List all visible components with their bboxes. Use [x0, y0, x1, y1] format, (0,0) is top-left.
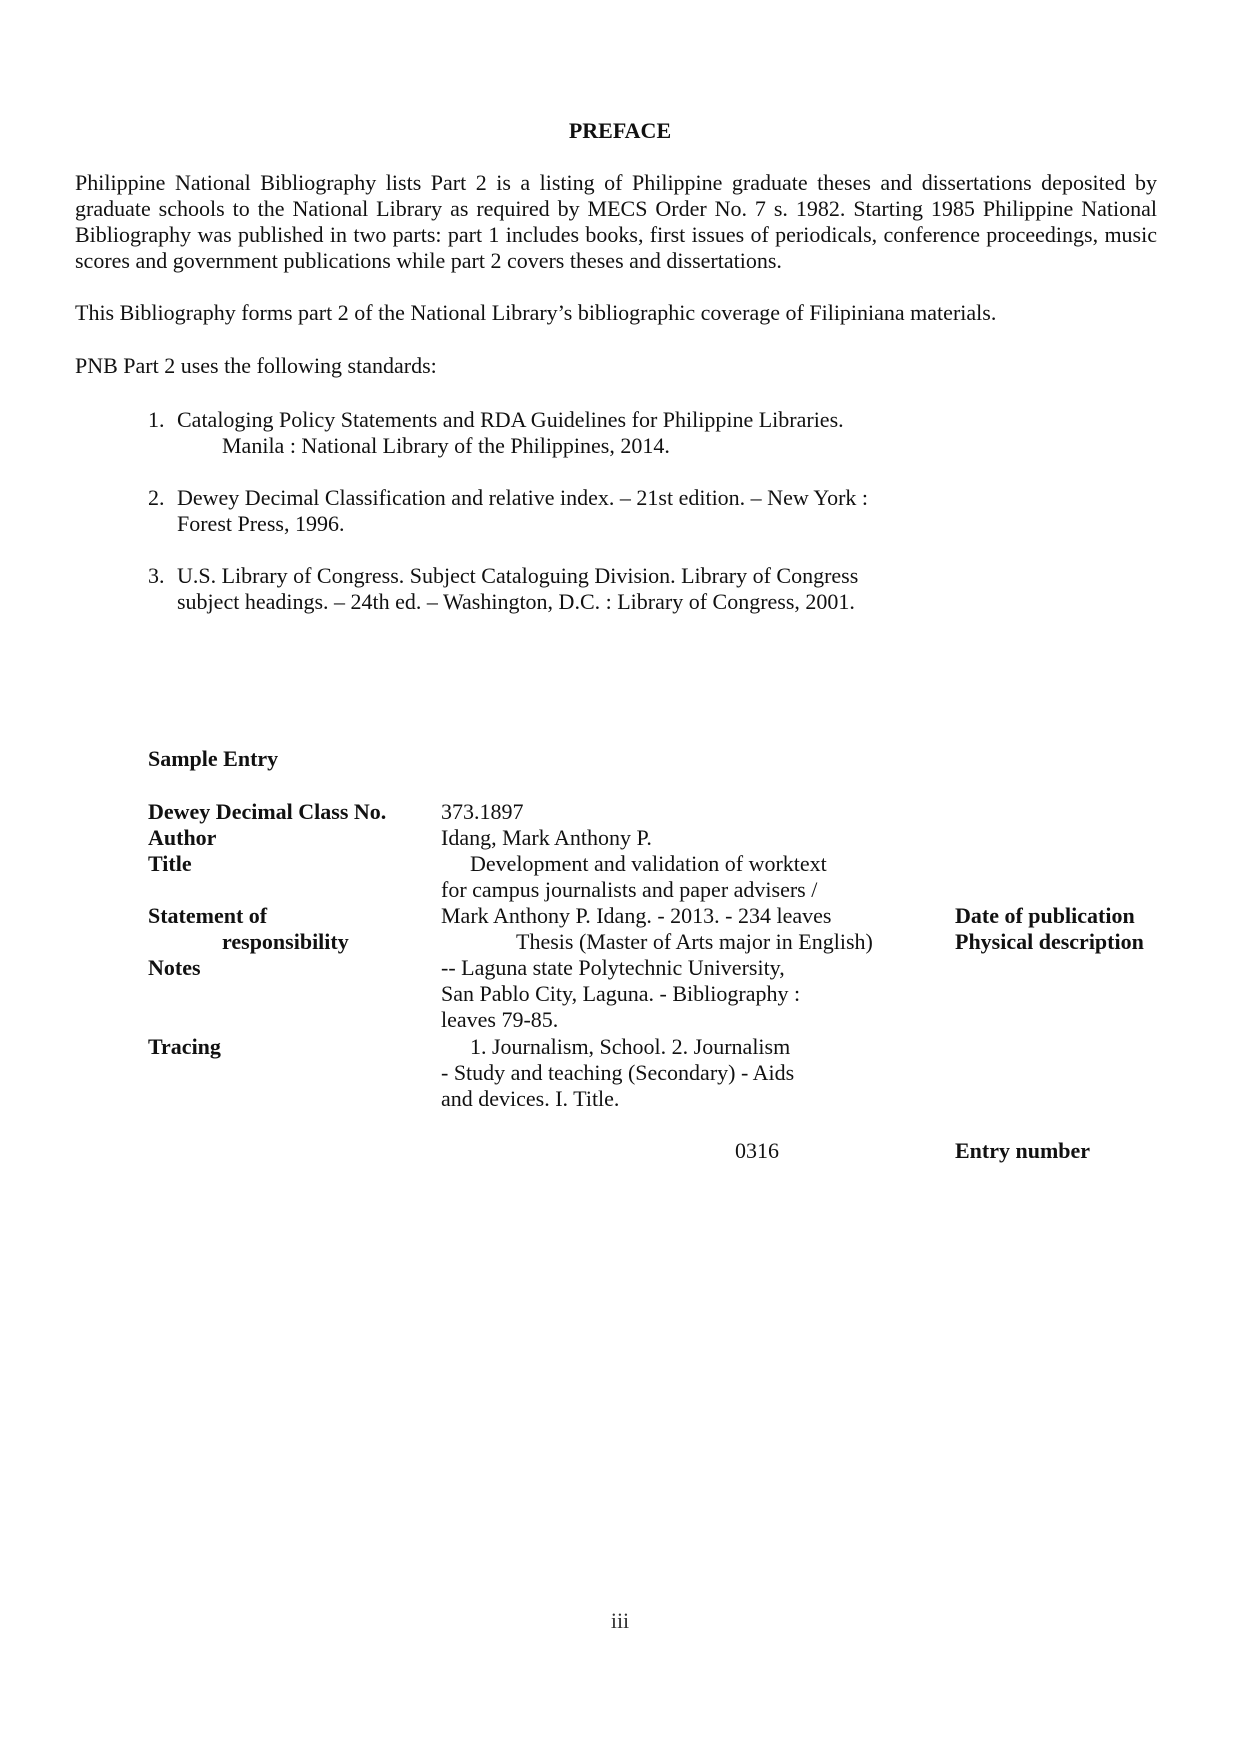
value-thesis-note: Thesis (Master of Arts major in English)	[516, 929, 873, 954]
standard-line: Dewey Decimal Classification and relative index. – 21st edition. – New York :	[177, 485, 869, 510]
value-dewey: 373.1897	[441, 799, 524, 824]
value-tracing-line: 1. Journalism, School. 2. Journalism	[470, 1034, 791, 1059]
page-title: PREFACE	[568, 118, 672, 143]
value-title-line: Mark Anthony P. Idang. - 2013. - 234 leaves	[441, 903, 832, 928]
value-tracing-line: and devices. I. Title.	[441, 1086, 620, 1111]
intro-paragraph: Philippine National Bibliography lists Part 2 is a listing of Philippine graduate theses and dissertations deposited by graduate schools to the National Library as required by MECS Order No. 7 s. 1982. Starting 1985 Philippine National Bibliography was published in two parts: part 1 includes books, first issues of periodicals, conference proceedings, music scores and government publications while part 2 covers theses and dissertations.	[75, 170, 1157, 273]
entry-number-value: 0316	[735, 1138, 779, 1163]
standard-line: Manila : National Library of the Philippines, 2014.	[222, 433, 670, 458]
standards-intro: PNB Part 2 uses the following standards:	[75, 353, 437, 378]
label-tracing: Tracing	[148, 1034, 221, 1059]
value-title-line: Development and validation of worktext	[470, 851, 827, 876]
side-label-physical: Physical description	[955, 929, 1144, 954]
side-label-entry-number: Entry number	[955, 1138, 1091, 1163]
page-number: iii	[610, 1608, 630, 1633]
label-statement: Statement of	[148, 903, 268, 928]
standard-line: U.S. Library of Congress. Subject Cataloguing Division. Library of Congress	[177, 563, 859, 588]
standard-line: subject headings. – 24th ed. – Washington, D.C. : Library of Congress, 2001.	[177, 589, 855, 614]
label-notes: Notes	[148, 955, 201, 980]
label-title: Title	[148, 851, 192, 876]
standard-item	[148, 407, 948, 459]
label-dewey: Dewey Decimal Class No.	[148, 799, 387, 824]
value-tracing-line: - Study and teaching (Secondary) - Aids	[441, 1060, 795, 1085]
standard-line: Cataloging Policy Statements and RDA Guidelines for Philippine Libraries.	[177, 407, 844, 432]
coverage-paragraph: This Bibliography forms part 2 of the National Library’s bibliographic coverage of Filipiniana materials.	[75, 300, 997, 325]
label-responsibility: responsibility	[222, 929, 349, 954]
standard-line: Forest Press, 1996.	[177, 511, 345, 536]
sample-entry-heading: Sample Entry	[148, 746, 279, 771]
value-notes-line: San Pablo City, Laguna. - Bibliography :	[441, 981, 801, 1006]
standard-number: 3.	[148, 563, 165, 588]
value-notes-line: leaves 79-85.	[441, 1007, 559, 1032]
value-author: Idang, Mark Anthony P.	[441, 825, 652, 850]
value-title-line: for campus journalists and paper advisers /	[441, 877, 818, 902]
side-label-date: Date of publication	[955, 903, 1135, 928]
standard-number: 1.	[148, 407, 165, 432]
standard-number: 2.	[148, 485, 165, 510]
standards-list	[148, 407, 948, 641]
label-author: Author	[148, 825, 217, 850]
standard-item	[148, 485, 948, 537]
value-notes-line: -- Laguna state Polytechnic University,	[441, 955, 785, 980]
standard-item	[148, 563, 948, 615]
